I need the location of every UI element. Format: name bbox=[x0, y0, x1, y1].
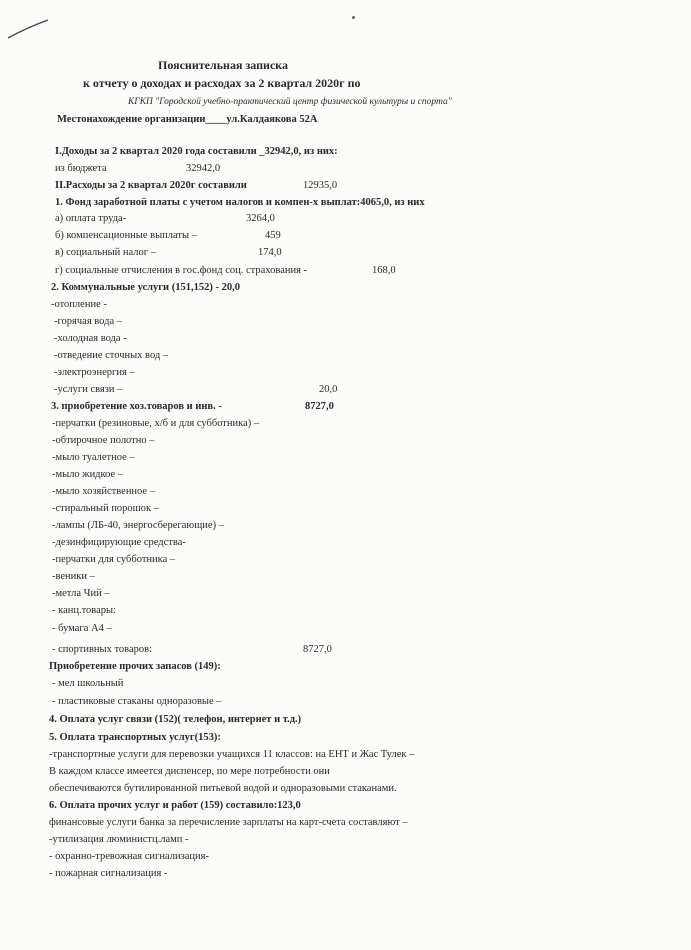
section-2-item-label: -отведение сточных вод – bbox=[54, 350, 169, 361]
expenses-heading: II.Расходы за 2 квартал 2020г составили bbox=[55, 180, 247, 191]
section-6-line: - пожарная сигнализация - bbox=[49, 868, 168, 879]
section-1-item-value: 168,0 bbox=[372, 265, 396, 276]
section-1-item-label: в) социальный налог – bbox=[55, 247, 156, 258]
section-1-heading: 1. Фонд заработной платы с учетом налогов и компен-х выплат:4065,0, из них bbox=[55, 197, 425, 208]
organization-name: КГКП "Городской учебно-практический центр физической культуры и спорта" bbox=[128, 97, 452, 107]
section-5-heading: 5. Оплата транспортных услуг(153): bbox=[49, 732, 221, 743]
section-2-heading: 2. Коммунальные услуги (151,152) - 20,0 bbox=[51, 282, 240, 293]
title-line-2: к отчету о доходах и расходах за 2 квартал 2020г по bbox=[83, 76, 361, 90]
section-1-item-value: 174,0 bbox=[258, 247, 282, 258]
section-3-item-label: - канц.товары: bbox=[52, 605, 116, 616]
expenses-total: 12935,0 bbox=[303, 180, 338, 191]
pen-stroke-mark bbox=[4, 14, 52, 44]
section-3-item-label: -мыло жидкое – bbox=[52, 469, 124, 480]
other-supplies-item: - пластиковые стаканы одноразовые – bbox=[52, 696, 222, 707]
section-3-item-label: -мыло туалетное – bbox=[52, 452, 135, 463]
section-2-item-label: -электроэнергия – bbox=[54, 367, 135, 378]
section-3-item-label: -лампы (ЛБ-40, энергосберегающие) – bbox=[52, 520, 224, 531]
income-heading: I.Доходы за 2 квартал 2020 года составили _32942,0, из них: bbox=[55, 146, 338, 157]
section-3-item-label: -метла Чий – bbox=[52, 588, 110, 599]
section-3-heading: 3. приобретение хоз.товаров и инв. - bbox=[51, 401, 222, 412]
section-1-item-value: 459 bbox=[265, 230, 281, 241]
section-3-heading-value: 8727,0 bbox=[305, 401, 334, 412]
other-supplies-heading: Приобретение прочих запасов (149): bbox=[49, 661, 221, 672]
section-3-item-label: -перчатки для субботника – bbox=[52, 554, 176, 565]
section-5-line: обеспечиваются бутилированной питьевой водой и одноразовыми стаканами. bbox=[49, 783, 397, 794]
section-2-item-label: -услуги связи – bbox=[54, 384, 123, 395]
section-2-item-label: -холодная вода - bbox=[54, 333, 127, 344]
section-2-item-label: -горячая вода – bbox=[54, 316, 122, 327]
section-2-item-value: 20,0 bbox=[319, 384, 338, 395]
section-6-heading: 6. Оплата прочих услуг и работ (159) составило:123,0 bbox=[49, 800, 301, 811]
section-3-item-label: -стиральный порошок – bbox=[52, 503, 159, 514]
section-3-item-value: 8727,0 bbox=[303, 644, 332, 655]
other-supplies-item: - мел школьный bbox=[52, 678, 124, 689]
section-3-item-label: -веники – bbox=[52, 571, 95, 582]
budget-value: 32942,0 bbox=[186, 163, 221, 174]
scan-speck bbox=[352, 16, 355, 19]
section-1-item-label: г) социальные отчисления в гос.фонд соц. страхования - bbox=[55, 265, 308, 276]
section-4-heading: 4. Оплата услуг связи (152)( телефон, интернет и т.д.) bbox=[49, 714, 302, 725]
section-3-item-label: - спортивных товаров: bbox=[52, 644, 153, 655]
section-3-item-label: -перчатки (резиновые, х/б и для субботника) – bbox=[52, 418, 260, 429]
section-6-line: финансовые услуги банка за перечисление зарплаты на карт-счета составляют – bbox=[49, 817, 408, 828]
section-1-item-value: 3264,0 bbox=[246, 213, 275, 224]
budget-label: из бюджета bbox=[55, 163, 107, 174]
section-5-line: В каждом классе имеется диспенсер, по мере потребности они bbox=[49, 766, 330, 777]
section-5-line: -транспортные услуги для перевозки учащихся 11 классов: на ЕНТ и Жас Тулек – bbox=[49, 749, 415, 760]
section-3-item-label: -обтирочное полотно – bbox=[52, 435, 155, 446]
section-3-item-label: -мыло хозяйственное – bbox=[52, 486, 155, 497]
section-6-line: -утилизация люминистц.ламп - bbox=[49, 834, 189, 845]
section-1-item-label: а) оплата труда- bbox=[55, 213, 127, 224]
section-1-item-label: б) компенсационные выплаты – bbox=[55, 230, 197, 241]
section-6-line: - охранно-тревожная сигнализация- bbox=[49, 851, 209, 862]
location-label: Местонахождение организации____ул.Калдаякова 52А bbox=[57, 114, 318, 125]
title-line-1: Пояснительная записка bbox=[158, 58, 289, 72]
section-3-item-label: - бумага А4 – bbox=[52, 623, 112, 634]
section-3-item-label: -дезинфицирующие средства- bbox=[52, 537, 186, 548]
section-2-item-label: -отопление - bbox=[51, 299, 107, 310]
